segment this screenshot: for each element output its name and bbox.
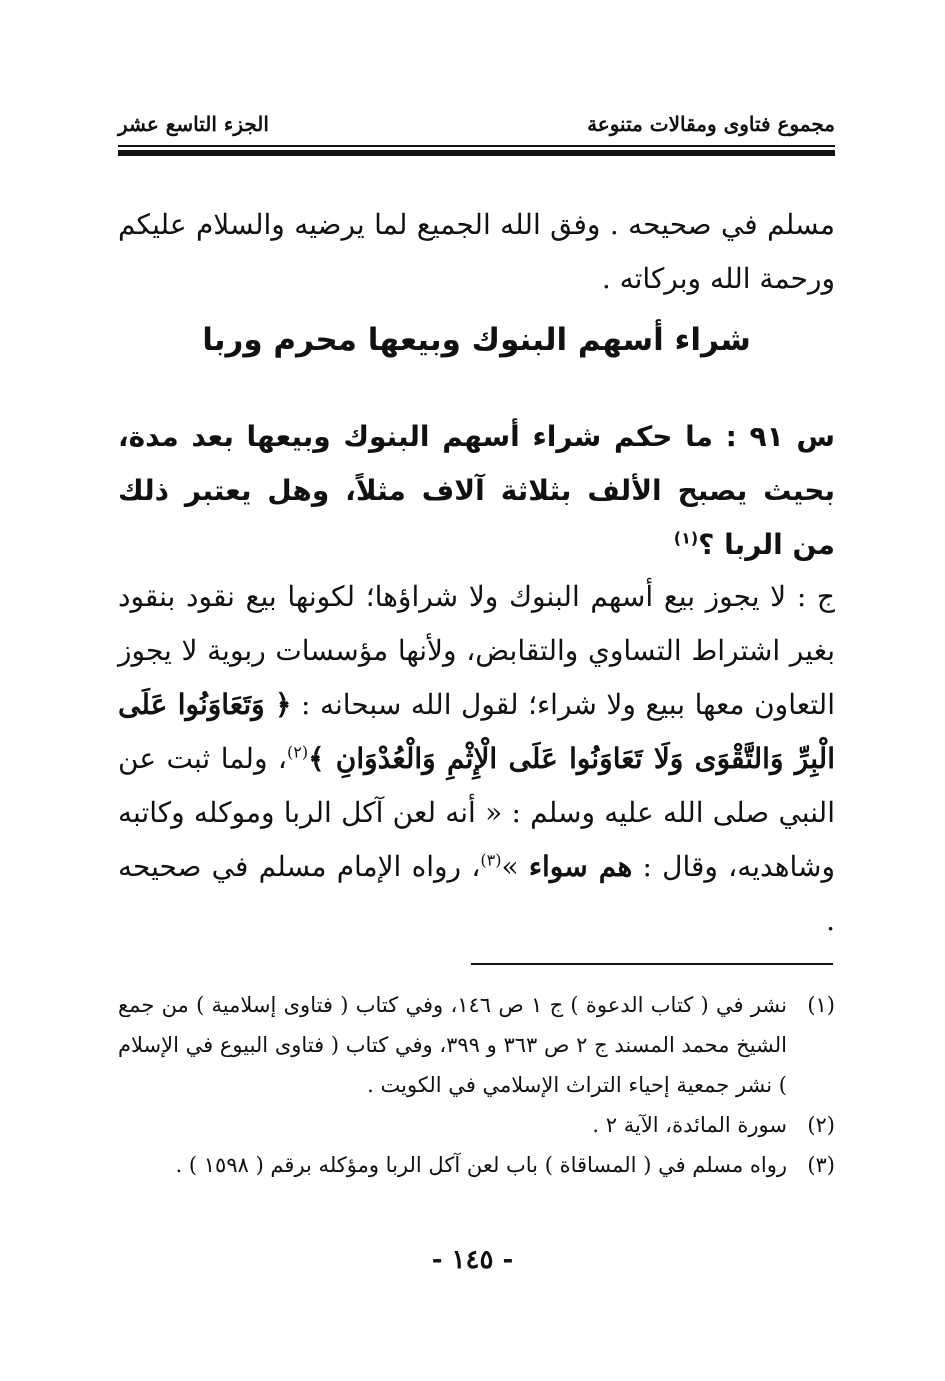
answer-part2: ، ولما ثبت عن النبي صلى الله عليه وسلم : « أنه لعن آكل الربا وموكله وكاتبه وشاهديه، وقال : (118, 742, 835, 883)
book-title: مجموع فتاوى ومقالات متنوعة (587, 112, 835, 136)
intro-paragraph: مسلم في صحيحه . وفق الله الجميع لما يرضيه والسلام عليكم ورحمة الله وبركاته . (118, 208, 835, 295)
answer-part4: ، رواه الإمام مسلم في صحيحه . (118, 850, 835, 937)
running-header (118, 112, 835, 146)
footnote-number: (١) (807, 993, 835, 1017)
footnote-number: (٢) (807, 1113, 835, 1137)
footnote-separator (471, 963, 833, 965)
answer-part3: » (501, 850, 519, 883)
footnote-item (118, 1105, 835, 1145)
volume-label: الجزء التاسع عشر (118, 112, 269, 136)
footnote-item (118, 1145, 835, 1185)
quran-verse: ﴿ وَتَعَاوَنُوا عَلَى الْبِرِّ وَالتَّقْوَى وَلَا تَعَاوَنُوا عَلَى الْإِثْمِ وَالْعُدْوَانِ ﴾ (118, 688, 835, 775)
footnote-number: (٣) (807, 1153, 835, 1177)
header-rule-thick (118, 150, 835, 156)
header-rule-thin (118, 145, 835, 147)
footnote-text: سورة المائدة، الآية ٢ . (592, 1113, 787, 1137)
footnote-item (118, 985, 835, 1105)
section-heading: شراء أسهم البنوك وبيعها محرم وربا (202, 322, 751, 358)
footnote-text: نشر في ( كتاب الدعوة ) ج ١ ص ١٤٦، وفي كتاب ( فتاوى إسلامية ) من جمع الشيخ محمد المسند ج ٢ ص ٣٦٣ و ٣٩٩، وفي كتاب ( فتاوى البيوع في الإسلام ) نشر جمعية إحياء التراث الإسلامي في الكويت . (118, 993, 787, 1097)
answer-part1: ج : لا يجوز بيع أسهم البنوك ولا شراؤها؛ لكونها بيع نقود بنقود بغير اشتراط التساوي والتقابض، ولأنها مؤسسات ربوية لا يجوز التعاون معها ببيع ولا شراء؛ لقول الله سبحانه : (118, 580, 835, 721)
hadith-quote: هم سواء (528, 850, 633, 883)
footnote-ref-3: (٣) (480, 850, 502, 870)
answer-paragraph (118, 570, 835, 948)
question-paragraph (118, 410, 835, 572)
page-number: - ١٤٥ - (431, 1245, 514, 1275)
footnotes (118, 985, 835, 1185)
question-text: س ٩١ : ما حكم شراء أسهم البنوك وبيعها بعد مدة، بحيث يصبح الألف بثلاثة آلاف مثلاً، وهل يعتبر ذلك من الربا ؟ (118, 420, 835, 561)
footnote-ref-1: (١) (673, 528, 699, 548)
footnote-ref-2: (٢) (286, 742, 309, 762)
footnote-text: رواه مسلم في ( المساقاة ) باب لعن آكل الربا ومؤكله برقم ( ١٥٩٨ ) . (175, 1153, 787, 1177)
